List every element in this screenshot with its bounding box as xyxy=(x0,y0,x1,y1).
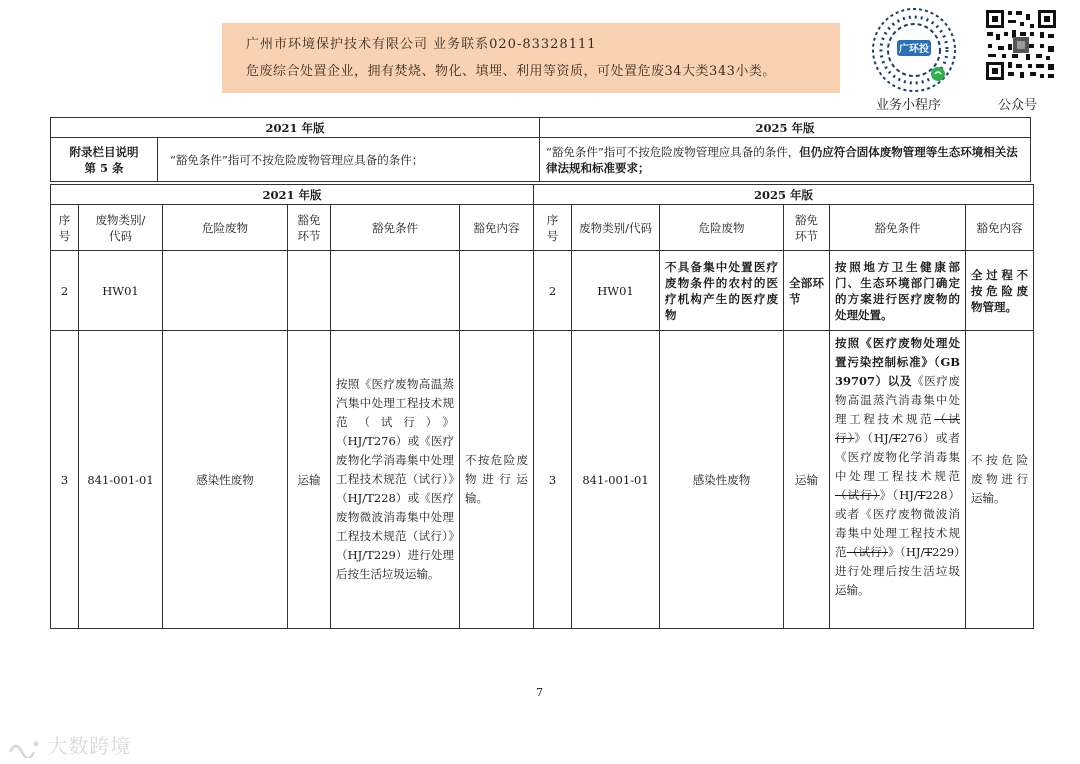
column-header-row xyxy=(51,205,1034,251)
new-condition-part: 229）进行处理后按生活垃圾运输。 xyxy=(835,545,961,597)
mini-program-qr[interactable] xyxy=(866,6,962,98)
new-condition-part: 》（HJ/ xyxy=(888,545,925,559)
old-row-code: HW01 xyxy=(79,251,163,331)
banner-contact-line: 广州市环境保护技术有限公司 业务联系020-83328111 xyxy=(246,37,597,52)
banner-description-line: 危废综合处置企业，拥有焚烧、物化、填埋、利用等资质，可处置危废34大类343小类。 xyxy=(246,64,776,79)
old-row-stage xyxy=(288,251,331,331)
top-old-year: 2021 年版 xyxy=(51,118,540,138)
old-row-content: 不按危险废物进行运输。 xyxy=(460,331,534,629)
header-banner xyxy=(222,23,840,93)
old-row-waste xyxy=(163,251,288,331)
appendix-note-table xyxy=(50,117,1031,182)
col-header-content: 豁免内容 xyxy=(460,205,534,251)
new-row-stage: 全部环节 xyxy=(784,251,830,331)
new-row-no: 2 xyxy=(534,251,572,331)
new-condition-strike: （试行） xyxy=(846,545,889,559)
page-number: 7 xyxy=(536,686,543,699)
main-old-year: 2021 年版 xyxy=(51,185,534,205)
col-header-content: 豁免内容 xyxy=(966,205,1034,251)
top-new-text-normal: “豁免条件”指可不按危险废物管理应具备的条件， xyxy=(546,144,800,159)
new-condition-strike: T xyxy=(917,488,926,502)
table-row xyxy=(51,251,1034,331)
col-header-waste: 危险废物 xyxy=(660,205,784,251)
old-row-no: 2 xyxy=(51,251,79,331)
top-new-year: 2025 年版 xyxy=(540,118,1031,138)
top-old-text: “豁免条件”指可不按危险废物管理应具备的条件； xyxy=(158,138,540,182)
watermark-text: 大数跨境 xyxy=(47,734,132,758)
col-header-condition: 豁免条件 xyxy=(331,205,460,251)
new-row-condition xyxy=(830,331,966,629)
new-row-condition: 按照地方卫生健康部门、生态环境部门确定的方案进行医疗废物的处理处置。 xyxy=(830,251,966,331)
old-row-stage: 运输 xyxy=(288,331,331,629)
appendix-row-label: 附录栏目说明 第 5 条 xyxy=(51,138,158,182)
old-row-no: 3 xyxy=(51,331,79,629)
mini-program-caption: 业务小程序 xyxy=(876,98,942,113)
top-new-text-bold: 但仍应符合固体废物管理等生态环境相关法律法规和标准要求； xyxy=(546,144,1018,175)
official-account-qr[interactable] xyxy=(984,8,1058,86)
new-condition-strike: （试行） xyxy=(835,412,961,445)
col-header-stage: 豁免环节 xyxy=(288,205,331,251)
new-condition-part: 276）或者《医疗废物化学消毒集中处理工程技术规范 xyxy=(835,431,961,483)
watermark xyxy=(6,730,131,759)
exemption-comparison-table xyxy=(50,184,1034,629)
new-row-code: HW01 xyxy=(572,251,660,331)
old-row-waste: 感染性废物 xyxy=(163,331,288,629)
col-header-waste: 危险废物 xyxy=(163,205,288,251)
new-condition-strike: T xyxy=(892,431,901,445)
main-new-year: 2025 年版 xyxy=(534,185,1034,205)
old-row-code: 841-001-01 xyxy=(79,331,163,629)
col-header-stage: 豁免环节 xyxy=(784,205,830,251)
new-condition-part: 》（HJ/ xyxy=(879,488,918,502)
new-condition-bold: 按照《医疗废物处理处置污染控制标准》（GB 39707）以及 xyxy=(835,336,961,388)
new-row-code: 841-001-01 xyxy=(572,331,660,629)
col-header-no: 序号 xyxy=(51,205,79,251)
new-condition-strike: （试行） xyxy=(835,488,880,502)
col-header-no: 序号 xyxy=(534,205,572,251)
new-condition-part: 》（HJ/ xyxy=(854,431,893,445)
new-row-waste: 不具备集中处置医疗废物条件的农村的医疗机构产生的医疗废物 xyxy=(660,251,784,331)
new-row-no: 3 xyxy=(534,331,572,629)
mini-program-logo-text: 广环投 xyxy=(899,44,929,55)
new-row-content: 不按危险废物进行运输。 xyxy=(966,331,1034,629)
watermark-logo-icon xyxy=(6,738,40,758)
official-account-caption: 公众号 xyxy=(998,98,1038,113)
new-row-stage: 运输 xyxy=(784,331,830,629)
mini-program-code-icon xyxy=(866,6,962,94)
old-row-condition xyxy=(331,251,460,331)
old-row-condition: 按照《医疗废物高温蒸汽集中处理工程技术规范（试行）》（HJ/T276）或《医疗废物化学消毒集中处理工程技术规范（试行）》（HJ/T228）或《医疗废物微波消毒集中处理工程技术规范（试行）》（HJ/T229）进行处理后按生活垃圾运输。 xyxy=(331,331,460,629)
new-condition-part: 《医疗废物高温蒸汽消毒集中处理工程技术规范 xyxy=(835,374,961,426)
qr-code-icon xyxy=(984,8,1058,82)
new-condition-part: 228）或者《医疗废物微波消毒集中处理工程技术规范 xyxy=(835,488,961,559)
top-new-text xyxy=(540,138,1031,182)
old-row-content xyxy=(460,251,534,331)
col-header-code: 废物类别/代码 xyxy=(572,205,660,251)
col-header-condition: 豁免条件 xyxy=(830,205,966,251)
new-row-waste: 感染性废物 xyxy=(660,331,784,629)
new-row-content: 全过程不按危险废物管理。 xyxy=(966,251,1034,331)
table-row xyxy=(51,331,1034,629)
new-condition-strike: T xyxy=(924,545,933,559)
col-header-code: 废物类别/代码 xyxy=(79,205,163,251)
